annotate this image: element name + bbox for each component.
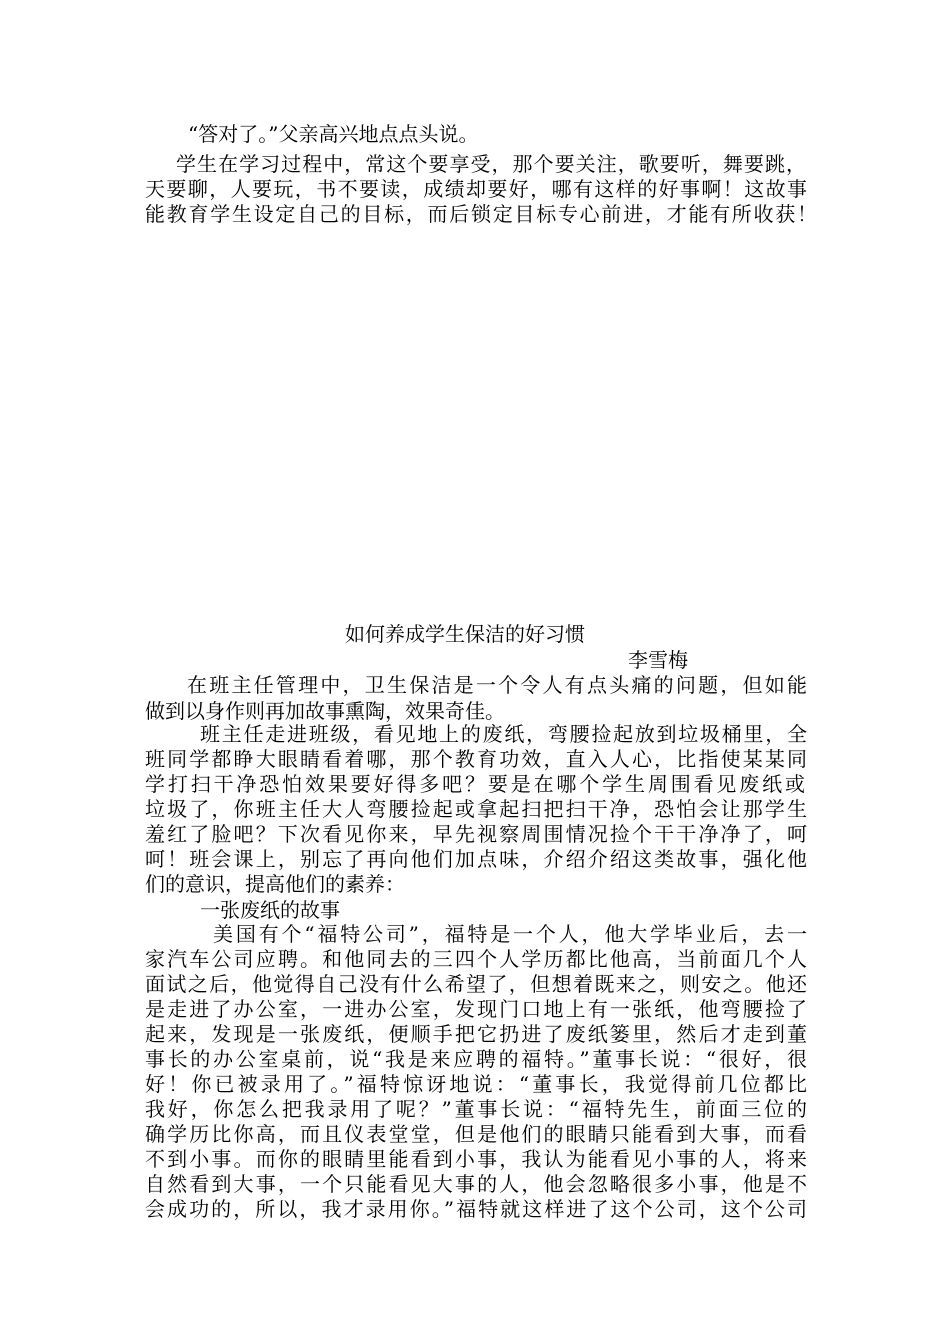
paragraph-line: 垃圾了，你班主任大人弯腰捡起或拿起扫把扫干净，恐怕会让那学生 [145, 797, 807, 821]
paragraph-line: 在班主任管理中，卫生保洁是一个令人有点头痛的问题，但如能 [187, 673, 807, 697]
paragraph-line: 事长的办公室桌前，说“我是来应聘的福特。”董事长说：“很好，很 [145, 1047, 807, 1071]
paragraph-line: 天要聊，人要玩，书不要读，成绩却要好，哪有这样的好事啊！这故事 [145, 177, 807, 201]
paragraph-line: 羞红了脸吧？下次看见你来，早先视察周围情况捡个干干净净了，呵 [145, 822, 807, 846]
paragraph-line: 学打扫干净恐怕效果要好得多吧？要是在哪个学生周围看见废纸或 [145, 772, 805, 796]
paragraph-line: 家汽车公司应聘。和他同去的三四个人学历都比他高，当前面几个人 [145, 947, 807, 971]
paragraph-line: 学生在学习过程中，常这个要享受，那个要关注，歌要听，舞要跳， [176, 152, 806, 176]
paragraph-line: 班同学都睁大眼睛看着哪，那个教育功效，直入人心，比指使某某同 [145, 747, 807, 771]
paragraph-line: 是走进了办公室，一进办公室，发现门口地上有一张纸，他弯腰捡了 [145, 997, 807, 1021]
paragraph-line: 美国有个“福特公司”，福特是一个人，他大学毕业后，去一 [213, 922, 807, 946]
paragraph-line: 们的意识，提高他们的素养： [145, 872, 405, 896]
article-author: 李雪梅 [628, 648, 688, 672]
article-title: 如何养成学生保洁的好习惯 [345, 622, 585, 646]
paragraph-line: 会成功的，所以，我才录用你。”福特就这样进了这个公司，这个公司 [145, 1197, 807, 1221]
paragraph-line: 不到小事。而你的眼睛里能看到小事，我认为能看见小事的人，将来 [145, 1147, 807, 1171]
paragraph-line: 做到以身作则再加故事熏陶，效果奇佳。 [145, 699, 505, 723]
paragraph-line: “答对了。”父亲高兴地点点头说。 [188, 122, 479, 146]
story-title: 一张废纸的故事 [200, 898, 340, 922]
paragraph-line: 我好，你怎么把我录用了呢？”董事长说：“福特先生，前面三位的 [145, 1097, 807, 1121]
paragraph-line: 确学历比你高，而且仪表堂堂，但是他们的眼睛只能看到大事，而看 [145, 1122, 807, 1146]
paragraph-line: 好！你已被录用了。”福特惊讶地说：“董事长，我觉得前几位都比 [145, 1072, 807, 1096]
paragraph-line: 自然看到大事，一个只能看见大事的人，他会忽略很多小事，他是不 [145, 1172, 807, 1196]
paragraph-line: 能教育学生设定自己的目标，而后锁定目标专心前进，才能有所收获！ [145, 202, 817, 226]
paragraph-line: 班主任走进班级，看见地上的废纸，弯腰捡起放到垃圾桶里，全 [200, 722, 807, 746]
paragraph-line: 面试之后，他觉得自己没有什么希望了，但想着既来之，则安之。他还 [145, 972, 807, 996]
paragraph-line: 起来，发现是一张废纸，便顺手把它扔进了废纸篓里，然后才走到董 [145, 1022, 807, 1046]
paragraph-line: 呵！班会课上，别忘了再向他们加点味，介绍介绍这类故事，强化他 [145, 847, 807, 871]
